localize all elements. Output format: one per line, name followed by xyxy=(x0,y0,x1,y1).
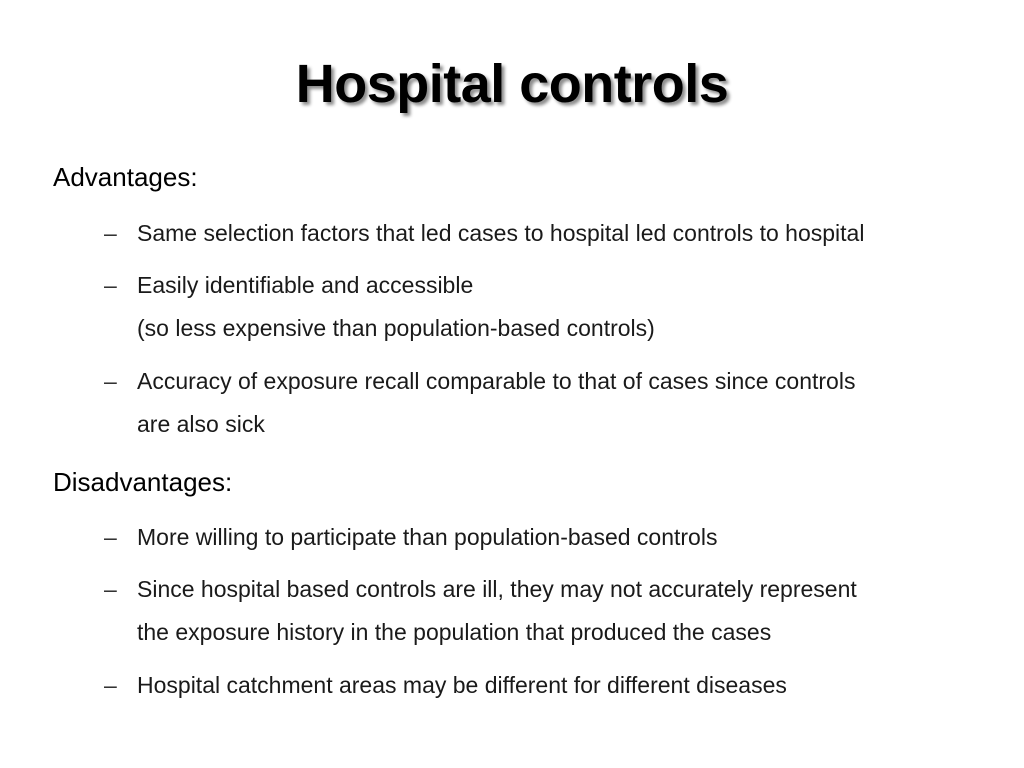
bullet-dash: – xyxy=(104,524,117,550)
advantages-heading: Advantages: xyxy=(53,162,198,192)
bullet-dash: – xyxy=(104,272,117,298)
advantage-item-2 xyxy=(104,264,994,350)
advantage-item-text: Accuracy of exposure recall comparable to that of cases since controls are also sick xyxy=(137,368,856,437)
bullet-dash: – xyxy=(104,672,117,698)
bullet-dash: – xyxy=(104,368,117,394)
disadvantage-item-1 xyxy=(104,516,994,559)
disadvantage-item-3 xyxy=(104,664,994,707)
disadvantage-item-text: More willing to participate than population-based controls xyxy=(137,524,718,550)
disadvantage-item-2 xyxy=(104,568,994,654)
disadvantages-heading: Disadvantages: xyxy=(53,467,233,497)
disadvantage-item-text: Hospital catchment areas may be different for different diseases xyxy=(137,672,787,698)
disadvantage-item-text: Since hospital based controls are ill, they may not accurately represent the exposure history in the population that produced the cases xyxy=(137,576,857,645)
bullet-dash: – xyxy=(104,576,117,602)
advantage-item-text: Same selection factors that led cases to hospital led controls to hospital xyxy=(137,220,865,246)
bullet-dash: – xyxy=(104,220,117,246)
advantage-item-text: Easily identifiable and accessible (so less expensive than population-based controls) xyxy=(137,272,655,341)
advantage-item-3 xyxy=(104,360,994,446)
slide-title: Hospital controls xyxy=(295,54,729,114)
advantage-item-1 xyxy=(104,212,994,255)
